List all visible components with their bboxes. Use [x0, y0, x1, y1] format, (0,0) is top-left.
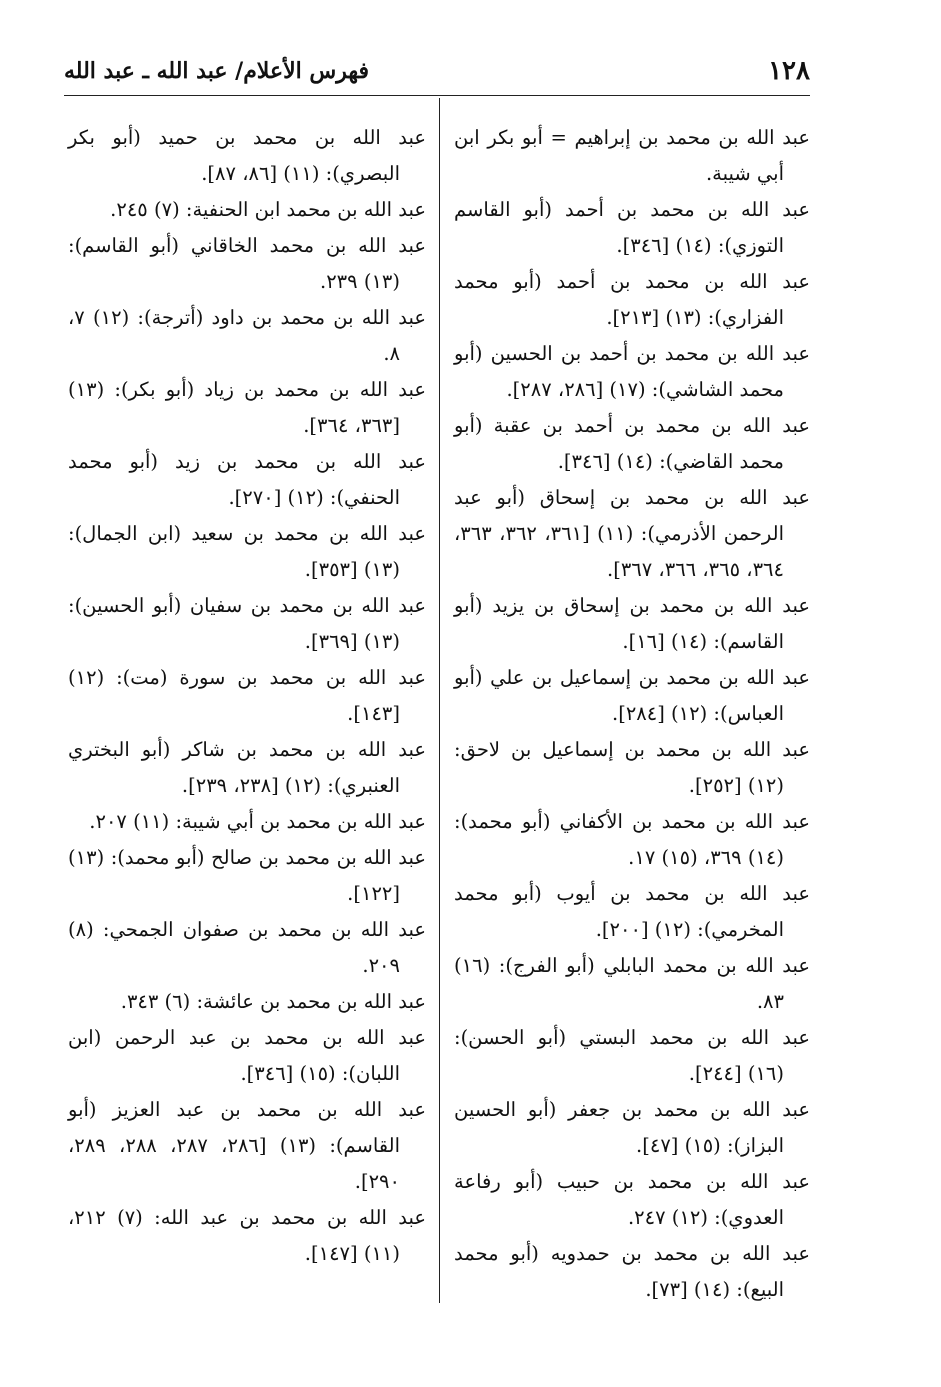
index-entry: عبد الله بن محمد بن الأكفاني (أبو محمد): (١٤) ٣٦٩، (١٥) ١٧.	[454, 810, 810, 869]
index-entry: عبد الله بن محمد بن صالح (أبو محمد): (١٣) [١٢٢].	[68, 846, 426, 905]
header-rule	[64, 95, 810, 96]
index-entry: عبد الله بن محمد بن أبي شيبة: (١١) ٢٠٧.	[89, 810, 426, 833]
index-entry: عبد الله بن محمد بن صفوان الجمحي: (٨) ٢٠٩.	[68, 918, 426, 977]
index-entry: عبد الله بن محمد بن أيوب (أبو محمد المخرمي): (١٢) [٢٠٠].	[454, 882, 810, 941]
index-entry: عبد الله بن محمد بن إبراهيم = أبو بكر ابن أبي شيبة.	[454, 126, 810, 185]
index-entry: عبد الله بن محمد بن سعيد (ابن الجمال): (١٣) [٣٥٣].	[68, 522, 426, 581]
index-entry: عبد الله بن محمد ابن الحنفية: (٧) ٢٤٥.	[110, 198, 426, 221]
index-entry: عبد الله بن محمد بن أحمد بن الحسين (أبو محمد الشاشي): (١٧) [٢٨٦، ٢٨٧].	[454, 342, 810, 401]
index-entry: عبد الله بن محمد بن حبيب (أبو رفاعة العدوي): (١٢) ٢٤٧.	[454, 1170, 810, 1229]
index-entry: عبد الله بن محمد بن أحمد بن عقبة (أبو محمد القاضي): (١٤) [٣٤٦].	[454, 414, 810, 473]
index-entry: عبد الله بن محمد بن جعفر (أبو الحسين البزاز): (١٥) [٤٧].	[454, 1098, 810, 1157]
index-entry: عبد الله بن محمد البستي (أبو الحسن): (١٦) [٢٤٤].	[454, 1026, 810, 1085]
index-entry: عبد الله بن محمد بن حمدويه (أبو محمد البيع): (١٤) [٧٣].	[454, 1242, 810, 1301]
index-entry: عبد الله بن محمد بن أحمد (أبو القاسم التوزي): (١٤) [٣٤٦].	[454, 198, 810, 257]
index-entry: عبد الله بن محمد بن عبد الرحمن (ابن اللبان): (١٥) [٣٤٦].	[68, 1026, 426, 1085]
left-column	[68, 120, 426, 1272]
index-entry: عبد الله بن محمد بن سورة (مت): (١٢) [١٤٣].	[68, 666, 426, 725]
running-title: فهرس الأعلام/ عبد الله ـ عبد الله	[64, 58, 370, 84]
index-entry: عبد الله بن محمد بن إسماعيل بن لاحق: (١٢) [٢٥٢].	[454, 738, 810, 797]
index-entry: عبد الله بن محمد بن زيد (أبو محمد الحنفي): (١٢) [٢٧٠].	[68, 450, 426, 509]
index-entry: عبد الله بن محمد بن حميد (أبو بكر البصري): (١١) [٨٦، ٨٧].	[68, 126, 426, 185]
right-column	[454, 120, 810, 1308]
index-entry: عبد الله بن محمد البابلي (أبو الفرج): (١٦) ٨٣.	[454, 954, 810, 1013]
index-entry: عبد الله بن محمد بن إسحاق بن يزيد (أبو القاسم): (١٤) [١٦].	[454, 594, 810, 653]
index-entry: عبد الله بن محمد بن إسماعيل بن علي (أبو العباس): (١٢) [٢٨٤].	[454, 666, 810, 725]
index-entry: عبد الله بن محمد الخاقاني (أبو القاسم): (١٣) ٢٣٩.	[68, 234, 426, 293]
index-entry: عبد الله بن محمد بن سفيان (أبو الحسين): (١٣) [٣٦٩].	[68, 594, 426, 653]
page-header	[64, 52, 810, 92]
index-entry: عبد الله بن محمد بن شاكر (أبو البختري العنبري): (١٢) [٢٣٨، ٢٣٩].	[68, 738, 426, 797]
column-divider	[439, 98, 440, 1303]
page-number: ١٢٨	[768, 56, 810, 86]
index-entry: عبد الله بن محمد بن عبد العزيز (أبو القاسم): (١٣) [٢٨٦، ٢٨٧، ٢٨٨، ٢٨٩، ٢٩٠].	[68, 1098, 426, 1193]
index-entry: عبد الله بن محمد بن أحمد (أبو محمد الفزاري): (١٣) [٢١٣].	[454, 270, 810, 329]
index-entry: عبد الله بن محمد بن إسحاق (أبو عبد الرحمن الأذرمي): (١١) [٣٦١، ٣٦٢، ٣٦٣، ٣٦٤، ٣٦٥، ٣٦٦، ٣٦٧].	[454, 486, 810, 581]
index-entry: عبد الله بن محمد بن عائشة: (٦) ٣٤٣.	[120, 990, 426, 1013]
index-entry: عبد الله بن محمد بن عبد الله: (٧) ٢١٢، (١١) [١٤٧].	[68, 1206, 426, 1265]
index-entry: عبد الله بن محمد بن زياد (أبو بكر): (١٣) [٣٦٣، ٣٦٤].	[68, 378, 426, 437]
index-entry: عبد الله بن محمد بن داود (أترجة): (١٢) ٧، ٨.	[68, 306, 426, 365]
